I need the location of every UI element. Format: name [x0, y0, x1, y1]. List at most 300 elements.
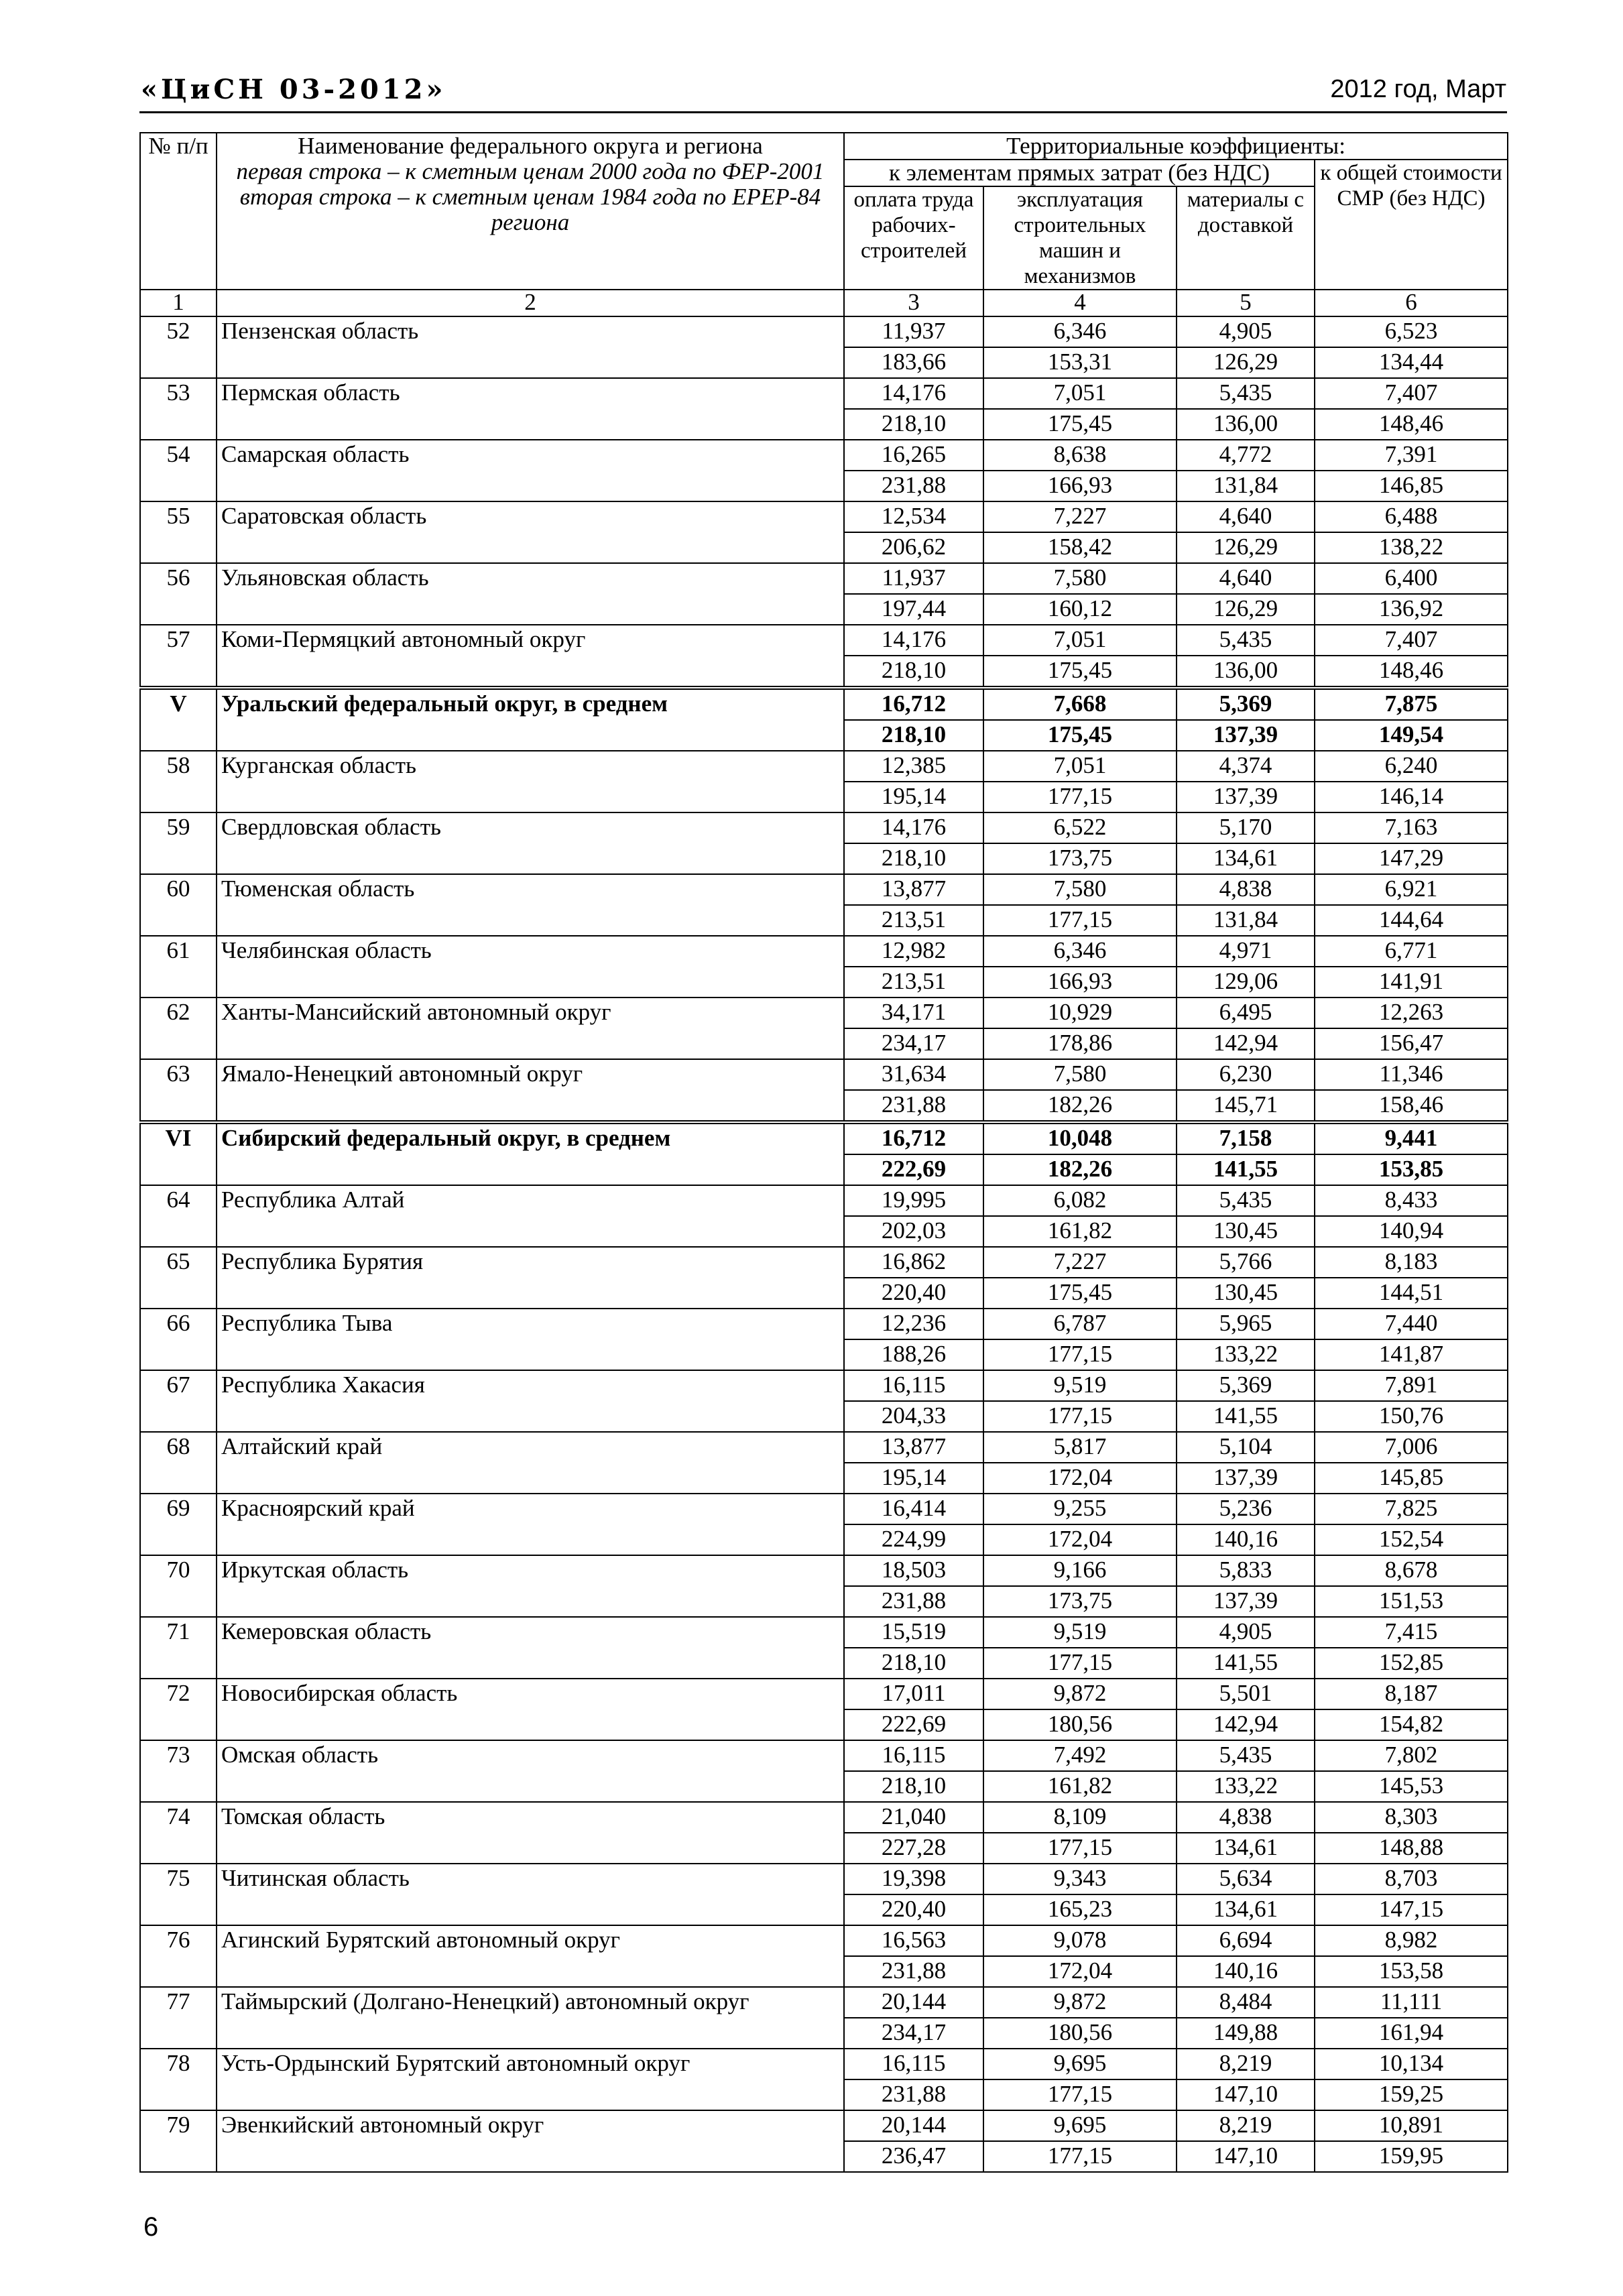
table-row — [140, 1740, 1508, 1771]
region-name: Ямало-Ненецкий автономный округ — [217, 1059, 844, 1122]
coef-2000-materials: 4,905 — [1177, 316, 1315, 347]
coef-1984-machines: 161,82 — [983, 1216, 1177, 1247]
coef-1984-materials: 140,16 — [1177, 1956, 1315, 1987]
table-row — [140, 2049, 1508, 2079]
table-row — [140, 501, 1508, 532]
coef-1984-materials: 126,29 — [1177, 347, 1315, 378]
coef-2000-machines: 7,051 — [983, 378, 1177, 409]
row-number: 76 — [140, 1925, 217, 1987]
coef-2000-total: 9,441 — [1315, 1122, 1508, 1154]
coef-2000-labor: 12,236 — [844, 1309, 983, 1339]
coef-2000-materials: 5,435 — [1177, 625, 1315, 656]
coef-1984-total: 159,25 — [1315, 2079, 1508, 2110]
coef-1984-labor: 231,88 — [844, 1956, 983, 1987]
column-number: 3 — [844, 290, 983, 316]
coef-1984-labor: 213,51 — [844, 905, 983, 936]
coef-2000-machines: 9,078 — [983, 1925, 1177, 1956]
table-row — [140, 1617, 1508, 1648]
column-numbers-row — [140, 290, 1508, 316]
coef-2000-total: 7,407 — [1315, 378, 1508, 409]
coef-1984-materials: 134,61 — [1177, 843, 1315, 874]
coef-2000-total: 6,771 — [1315, 936, 1508, 967]
table-row — [140, 1925, 1508, 1956]
coef-2000-machines: 9,872 — [983, 1679, 1177, 1709]
coef-1984-total: 144,51 — [1315, 1278, 1508, 1309]
row-number: 64 — [140, 1185, 217, 1247]
coef-2000-total: 7,391 — [1315, 440, 1508, 471]
coef-2000-machines: 9,695 — [983, 2049, 1177, 2079]
row-number: 61 — [140, 936, 217, 998]
region-name: Иркутская область — [217, 1555, 844, 1617]
row-number: 72 — [140, 1679, 217, 1740]
coef-2000-labor: 11,937 — [844, 563, 983, 594]
coef-2000-labor: 16,414 — [844, 1494, 983, 1524]
document-code: «ЦиСН 03-2012» — [141, 74, 446, 105]
coef-1984-labor: 234,17 — [844, 1028, 983, 1059]
column-header-labor: оплата труда рабочих-строителей — [844, 186, 983, 290]
coef-1984-materials: 134,61 — [1177, 1833, 1315, 1864]
coef-1984-labor: 218,10 — [844, 656, 983, 688]
coef-1984-machines: 160,12 — [983, 594, 1177, 625]
row-number: 54 — [140, 440, 217, 501]
coef-2000-total: 6,523 — [1315, 316, 1508, 347]
coef-1984-total: 159,95 — [1315, 2141, 1508, 2172]
coef-1984-machines: 175,45 — [983, 1278, 1177, 1309]
coef-2000-materials: 5,965 — [1177, 1309, 1315, 1339]
coef-2000-total: 11,111 — [1315, 1987, 1508, 2018]
coef-1984-labor: 218,10 — [844, 409, 983, 440]
region-name: Читинская область — [217, 1864, 844, 1925]
coef-1984-machines: 177,15 — [983, 1833, 1177, 1864]
column-header-name-line2: вторая строка – к сметным ценам 1984 года по ЕРЕР-84 региона — [239, 184, 821, 235]
table-row — [140, 1122, 1508, 1154]
region-name: Агинский Бурятский автономный округ — [217, 1925, 844, 1987]
coef-2000-labor: 16,115 — [844, 1740, 983, 1771]
coef-1984-labor: 218,10 — [844, 1648, 983, 1679]
table-body — [140, 316, 1508, 2172]
coef-2000-machines: 7,227 — [983, 1247, 1177, 1278]
coef-1984-labor: 202,03 — [844, 1216, 983, 1247]
coef-1984-total: 151,53 — [1315, 1586, 1508, 1617]
row-number: 74 — [140, 1802, 217, 1864]
region-name: Саратовская область — [217, 501, 844, 563]
coef-1984-materials: 126,29 — [1177, 594, 1315, 625]
coef-2000-materials: 5,170 — [1177, 812, 1315, 843]
table-row — [140, 316, 1508, 347]
coef-1984-machines: 175,45 — [983, 409, 1177, 440]
coef-2000-materials: 4,838 — [1177, 1802, 1315, 1833]
region-name: Коми-Пермяцкий автономный округ — [217, 625, 844, 688]
coef-2000-machines: 7,227 — [983, 501, 1177, 532]
column-number: 5 — [1177, 290, 1315, 316]
coef-1984-machines: 166,93 — [983, 967, 1177, 998]
row-number: 73 — [140, 1740, 217, 1802]
coef-2000-labor: 21,040 — [844, 1802, 983, 1833]
table-row — [140, 1555, 1508, 1586]
coef-1984-materials: 133,22 — [1177, 1771, 1315, 1802]
region-name: Пермская область — [217, 378, 844, 440]
region-name: Таймырский (Долгано-Ненецкий) автономный округ — [217, 1987, 844, 2049]
coef-2000-labor: 19,995 — [844, 1185, 983, 1216]
coef-2000-materials: 4,838 — [1177, 874, 1315, 905]
coef-2000-total: 6,921 — [1315, 874, 1508, 905]
coef-2000-labor: 14,176 — [844, 625, 983, 656]
coef-2000-machines: 9,166 — [983, 1555, 1177, 1586]
table-row — [140, 1802, 1508, 1833]
coef-1984-total: 147,29 — [1315, 843, 1508, 874]
table-row — [140, 625, 1508, 656]
region-name: Свердловская область — [217, 812, 844, 874]
coef-2000-total: 12,263 — [1315, 998, 1508, 1028]
coef-2000-machines: 6,346 — [983, 316, 1177, 347]
coef-2000-total: 7,163 — [1315, 812, 1508, 843]
coef-1984-labor: 218,10 — [844, 843, 983, 874]
table-row — [140, 688, 1508, 720]
coef-1984-materials: 131,84 — [1177, 905, 1315, 936]
coef-2000-labor: 12,385 — [844, 751, 983, 782]
coef-1984-machines: 182,26 — [983, 1090, 1177, 1122]
table-row — [140, 998, 1508, 1028]
table-row — [140, 1987, 1508, 2018]
coef-1984-total: 134,44 — [1315, 347, 1508, 378]
coef-1984-materials: 137,39 — [1177, 782, 1315, 812]
coef-2000-labor: 34,171 — [844, 998, 983, 1028]
coef-1984-materials: 141,55 — [1177, 1401, 1315, 1432]
coef-2000-machines: 6,522 — [983, 812, 1177, 843]
coef-2000-materials: 6,230 — [1177, 1059, 1315, 1090]
coef-1984-total: 153,85 — [1315, 1154, 1508, 1185]
column-header-no: № п/п — [140, 133, 217, 290]
coef-2000-labor: 16,712 — [844, 688, 983, 720]
row-number: 59 — [140, 812, 217, 874]
coef-1984-machines: 182,26 — [983, 1154, 1177, 1185]
coef-2000-machines: 6,787 — [983, 1309, 1177, 1339]
column-header-machines: эксплуатация строительных машин и механизмов — [983, 186, 1177, 290]
region-name: Тюменская область — [217, 874, 844, 936]
coef-2000-materials: 6,495 — [1177, 998, 1315, 1028]
coef-1984-machines: 177,15 — [983, 2141, 1177, 2172]
coef-2000-materials: 8,219 — [1177, 2049, 1315, 2079]
row-number: 58 — [140, 751, 217, 812]
region-name: Усть-Ордынский Бурятский автономный округ — [217, 2049, 844, 2110]
row-number: 77 — [140, 1987, 217, 2049]
coef-2000-materials: 5,634 — [1177, 1864, 1315, 1894]
coef-1984-machines: 177,15 — [983, 1401, 1177, 1432]
region-name: Омская область — [217, 1740, 844, 1802]
row-number: 70 — [140, 1555, 217, 1617]
coef-2000-materials: 4,374 — [1177, 751, 1315, 782]
coef-1984-labor: 195,14 — [844, 782, 983, 812]
row-number: 75 — [140, 1864, 217, 1925]
coef-1984-total: 146,14 — [1315, 782, 1508, 812]
coef-1984-labor: 224,99 — [844, 1524, 983, 1555]
row-number: 56 — [140, 563, 217, 625]
table-row — [140, 440, 1508, 471]
coef-2000-total: 8,187 — [1315, 1679, 1508, 1709]
region-name: Новосибирская область — [217, 1679, 844, 1740]
coef-2000-labor: 16,712 — [844, 1122, 983, 1154]
table-row — [140, 751, 1508, 782]
coef-1984-machines: 166,93 — [983, 471, 1177, 501]
coef-1984-materials: 129,06 — [1177, 967, 1315, 998]
row-number: VI — [140, 1122, 217, 1185]
coef-2000-materials: 7,158 — [1177, 1122, 1315, 1154]
coef-1984-labor: 218,10 — [844, 720, 983, 751]
coef-1984-total: 152,54 — [1315, 1524, 1508, 1555]
coef-2000-total: 10,134 — [1315, 2049, 1508, 2079]
coef-1984-machines: 172,04 — [983, 1463, 1177, 1494]
coef-2000-machines: 7,580 — [983, 1059, 1177, 1090]
coef-2000-total: 7,440 — [1315, 1309, 1508, 1339]
coef-2000-total: 7,415 — [1315, 1617, 1508, 1648]
coef-1984-machines: 172,04 — [983, 1956, 1177, 1987]
coef-2000-labor: 11,937 — [844, 316, 983, 347]
coef-1984-total: 156,47 — [1315, 1028, 1508, 1059]
coef-1984-machines: 165,23 — [983, 1894, 1177, 1925]
coef-1984-total: 145,53 — [1315, 1771, 1508, 1802]
coef-2000-labor: 16,563 — [844, 1925, 983, 1956]
coef-2000-labor: 12,534 — [844, 501, 983, 532]
coef-1984-labor: 204,33 — [844, 1401, 983, 1432]
row-number: 52 — [140, 316, 217, 378]
coef-1984-total: 140,94 — [1315, 1216, 1508, 1247]
coef-2000-materials: 5,104 — [1177, 1432, 1315, 1463]
coef-2000-total: 7,825 — [1315, 1494, 1508, 1524]
coef-2000-machines: 6,082 — [983, 1185, 1177, 1216]
coef-2000-machines: 7,051 — [983, 751, 1177, 782]
coef-1984-total: 154,82 — [1315, 1709, 1508, 1740]
coef-2000-machines: 9,519 — [983, 1370, 1177, 1401]
coef-2000-machines: 8,109 — [983, 1802, 1177, 1833]
coef-1984-total: 136,92 — [1315, 594, 1508, 625]
coef-2000-machines: 8,638 — [983, 440, 1177, 471]
coef-2000-materials: 5,369 — [1177, 1370, 1315, 1401]
coef-1984-machines: 180,56 — [983, 1709, 1177, 1740]
column-header-direct-costs: к элементам прямых затрат (без НДС) — [844, 160, 1315, 186]
coef-1984-total: 148,46 — [1315, 656, 1508, 688]
coef-1984-labor: 222,69 — [844, 1154, 983, 1185]
column-header-name-title: Наименование федерального округа и региона — [298, 133, 763, 159]
table-header — [140, 133, 1508, 316]
coef-1984-materials: 149,88 — [1177, 2018, 1315, 2049]
coef-2000-materials: 5,435 — [1177, 1185, 1315, 1216]
table-row — [140, 1370, 1508, 1401]
coef-1984-labor: 218,10 — [844, 1771, 983, 1802]
coef-2000-machines: 9,695 — [983, 2110, 1177, 2141]
coef-1984-total: 147,15 — [1315, 1894, 1508, 1925]
coef-2000-materials: 4,640 — [1177, 501, 1315, 532]
coef-2000-labor: 16,115 — [844, 2049, 983, 2079]
header-divider — [139, 111, 1507, 113]
coef-1984-labor: 222,69 — [844, 1709, 983, 1740]
coef-2000-machines: 9,343 — [983, 1864, 1177, 1894]
coef-2000-labor: 18,503 — [844, 1555, 983, 1586]
coef-2000-total: 8,303 — [1315, 1802, 1508, 1833]
coef-1984-labor: 236,47 — [844, 2141, 983, 2172]
coef-2000-total: 6,240 — [1315, 751, 1508, 782]
coef-1984-total: 153,58 — [1315, 1956, 1508, 1987]
column-header-name — [217, 133, 844, 290]
coef-2000-materials: 4,905 — [1177, 1617, 1315, 1648]
coef-2000-machines: 9,255 — [983, 1494, 1177, 1524]
coef-1984-machines: 161,82 — [983, 1771, 1177, 1802]
coef-2000-total: 7,875 — [1315, 688, 1508, 720]
column-number: 6 — [1315, 290, 1508, 316]
column-number: 1 — [140, 290, 217, 316]
table-row — [140, 1247, 1508, 1278]
coef-2000-materials: 4,640 — [1177, 563, 1315, 594]
district-name: Уральский федеральный округ, в среднем — [217, 688, 844, 751]
coef-1984-total: 152,85 — [1315, 1648, 1508, 1679]
coef-2000-labor: 17,011 — [844, 1679, 983, 1709]
coef-2000-labor: 19,398 — [844, 1864, 983, 1894]
coef-1984-total: 144,64 — [1315, 905, 1508, 936]
region-name: Ульяновская область — [217, 563, 844, 625]
coef-1984-labor: 231,88 — [844, 1090, 983, 1122]
coef-2000-labor: 16,862 — [844, 1247, 983, 1278]
document-date: 2012 год, Март — [1330, 75, 1506, 103]
row-number: 71 — [140, 1617, 217, 1679]
coef-2000-total: 8,183 — [1315, 1247, 1508, 1278]
column-number: 4 — [983, 290, 1177, 316]
coef-1984-total: 158,46 — [1315, 1090, 1508, 1122]
coef-1984-total: 146,85 — [1315, 471, 1508, 501]
coef-2000-labor: 12,982 — [844, 936, 983, 967]
coef-1984-materials: 142,94 — [1177, 1028, 1315, 1059]
coef-2000-total: 8,433 — [1315, 1185, 1508, 1216]
coef-2000-total: 10,891 — [1315, 2110, 1508, 2141]
coefficients-table — [139, 132, 1508, 2173]
table-row — [140, 1679, 1508, 1709]
coef-1984-materials: 137,39 — [1177, 1586, 1315, 1617]
table-row — [140, 2110, 1508, 2141]
coef-2000-labor: 31,634 — [844, 1059, 983, 1090]
coef-1984-total: 150,76 — [1315, 1401, 1508, 1432]
coef-1984-labor: 183,66 — [844, 347, 983, 378]
coef-1984-labor: 220,40 — [844, 1278, 983, 1309]
coef-2000-machines: 10,929 — [983, 998, 1177, 1028]
coef-2000-materials: 8,484 — [1177, 1987, 1315, 2018]
column-number: 2 — [217, 290, 844, 316]
table-row — [140, 1185, 1508, 1216]
coef-1984-materials: 137,39 — [1177, 720, 1315, 751]
coef-2000-labor: 16,265 — [844, 440, 983, 471]
row-number: V — [140, 688, 217, 751]
region-name: Алтайский край — [217, 1432, 844, 1494]
coef-2000-machines: 7,051 — [983, 625, 1177, 656]
coef-2000-labor: 14,176 — [844, 378, 983, 409]
coef-1984-machines: 158,42 — [983, 532, 1177, 563]
row-number: 68 — [140, 1432, 217, 1494]
table-row — [140, 1309, 1508, 1339]
table-row — [140, 1864, 1508, 1894]
coef-2000-materials: 4,772 — [1177, 440, 1315, 471]
coef-2000-total: 7,891 — [1315, 1370, 1508, 1401]
column-header-coefficients: Территориальные коэффициенты: — [844, 133, 1508, 160]
region-name: Эвенкийский автономный округ — [217, 2110, 844, 2172]
coef-2000-labor: 14,176 — [844, 812, 983, 843]
coef-2000-machines: 9,519 — [983, 1617, 1177, 1648]
coef-2000-labor: 13,877 — [844, 1432, 983, 1463]
coef-2000-total: 7,006 — [1315, 1432, 1508, 1463]
coef-1984-materials: 136,00 — [1177, 656, 1315, 688]
row-number: 63 — [140, 1059, 217, 1122]
coef-2000-machines: 7,668 — [983, 688, 1177, 720]
coef-1984-labor: 195,14 — [844, 1463, 983, 1494]
coef-1984-machines: 177,15 — [983, 782, 1177, 812]
district-name: Сибирский федеральный округ, в среднем — [217, 1122, 844, 1185]
coef-1984-materials: 142,94 — [1177, 1709, 1315, 1740]
coef-2000-machines: 9,872 — [983, 1987, 1177, 2018]
coef-1984-labor: 213,51 — [844, 967, 983, 998]
coef-2000-materials: 4,971 — [1177, 936, 1315, 967]
coef-2000-machines: 7,580 — [983, 874, 1177, 905]
coef-1984-labor: 197,44 — [844, 594, 983, 625]
row-number: 60 — [140, 874, 217, 936]
region-name: Республика Тыва — [217, 1309, 844, 1370]
coef-1984-labor: 188,26 — [844, 1339, 983, 1370]
coef-2000-machines: 7,580 — [983, 563, 1177, 594]
coef-2000-materials: 5,501 — [1177, 1679, 1315, 1709]
coef-1984-machines: 178,86 — [983, 1028, 1177, 1059]
row-number: 78 — [140, 2049, 217, 2110]
row-number: 62 — [140, 998, 217, 1059]
coef-2000-machines: 5,817 — [983, 1432, 1177, 1463]
table-row — [140, 1432, 1508, 1463]
row-number: 69 — [140, 1494, 217, 1555]
coef-1984-materials: 130,45 — [1177, 1278, 1315, 1309]
coef-2000-total: 8,982 — [1315, 1925, 1508, 1956]
coef-1984-machines: 177,15 — [983, 2079, 1177, 2110]
region-name: Самарская область — [217, 440, 844, 501]
coef-1984-total: 161,94 — [1315, 2018, 1508, 2049]
coef-2000-labor: 16,115 — [844, 1370, 983, 1401]
coef-1984-materials: 131,84 — [1177, 471, 1315, 501]
coef-2000-total: 7,407 — [1315, 625, 1508, 656]
table-row — [140, 563, 1508, 594]
coef-1984-materials: 141,55 — [1177, 1154, 1315, 1185]
coef-2000-machines: 7,492 — [983, 1740, 1177, 1771]
coef-2000-total: 11,346 — [1315, 1059, 1508, 1090]
coef-1984-materials: 141,55 — [1177, 1648, 1315, 1679]
coef-1984-labor: 227,28 — [844, 1833, 983, 1864]
coef-1984-machines: 153,31 — [983, 347, 1177, 378]
coef-1984-materials: 140,16 — [1177, 1524, 1315, 1555]
region-name: Челябинская область — [217, 936, 844, 998]
coef-2000-total: 7,802 — [1315, 1740, 1508, 1771]
table-row — [140, 936, 1508, 967]
column-header-name-line1: первая строка – к сметным ценам 2000 года по ФЕР-2001 — [236, 158, 825, 184]
region-name: Республика Бурятия — [217, 1247, 844, 1309]
coef-2000-materials: 8,219 — [1177, 2110, 1315, 2141]
row-number: 67 — [140, 1370, 217, 1432]
coef-2000-machines: 6,346 — [983, 936, 1177, 967]
coef-1984-materials: 147,10 — [1177, 2079, 1315, 2110]
coef-1984-materials: 137,39 — [1177, 1463, 1315, 1494]
column-header-materials: материалы с доставкой — [1177, 186, 1315, 290]
coef-2000-total: 6,400 — [1315, 563, 1508, 594]
coef-1984-labor: 231,88 — [844, 2079, 983, 2110]
table-row — [140, 874, 1508, 905]
coef-1984-labor: 231,88 — [844, 471, 983, 501]
coef-1984-materials: 136,00 — [1177, 409, 1315, 440]
coef-2000-materials: 6,694 — [1177, 1925, 1315, 1956]
row-number: 57 — [140, 625, 217, 688]
coef-1984-total: 141,91 — [1315, 967, 1508, 998]
region-name: Кемеровская область — [217, 1617, 844, 1679]
coef-2000-total: 8,678 — [1315, 1555, 1508, 1586]
coef-1984-materials: 126,29 — [1177, 532, 1315, 563]
